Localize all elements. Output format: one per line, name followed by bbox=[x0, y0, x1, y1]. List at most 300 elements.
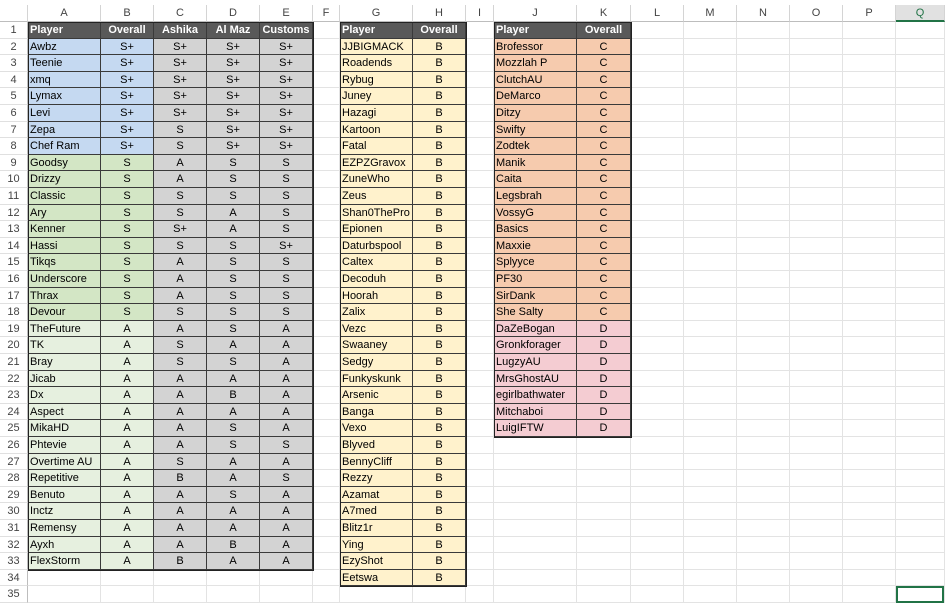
grid-cell[interactable] bbox=[684, 503, 737, 520]
tier-cell[interactable]: A bbox=[154, 487, 207, 504]
grid-cell[interactable] bbox=[737, 288, 790, 305]
grid-cell[interactable] bbox=[631, 371, 684, 388]
grid-cell[interactable] bbox=[313, 55, 340, 72]
tier-cell[interactable]: A bbox=[154, 271, 207, 288]
grid-cell[interactable] bbox=[896, 39, 945, 56]
grid-cell[interactable] bbox=[843, 337, 896, 354]
tier-cell[interactable]: A bbox=[101, 487, 154, 504]
grid-cell[interactable] bbox=[843, 387, 896, 404]
tier-cell[interactable]: S bbox=[260, 271, 313, 288]
player-cell[interactable]: SirDank bbox=[494, 288, 577, 305]
player-cell[interactable]: DaZeBogan bbox=[494, 321, 577, 338]
grid-cell[interactable] bbox=[790, 371, 843, 388]
tier-cell[interactable]: S bbox=[207, 155, 260, 172]
grid-cell[interactable] bbox=[737, 88, 790, 105]
grid-cell[interactable] bbox=[466, 321, 494, 338]
tier-cell[interactable]: S+ bbox=[207, 138, 260, 155]
grid-cell[interactable] bbox=[790, 72, 843, 89]
grid-cell[interactable] bbox=[790, 586, 843, 603]
player-cell[interactable]: Funkyskunk bbox=[340, 371, 413, 388]
grid-cell[interactable] bbox=[737, 420, 790, 437]
tier-cell[interactable]: S bbox=[260, 437, 313, 454]
grid-cell[interactable] bbox=[494, 520, 577, 537]
grid-cell[interactable] bbox=[684, 337, 737, 354]
player-cell[interactable]: Lymax bbox=[28, 88, 101, 105]
grid-cell[interactable] bbox=[466, 387, 494, 404]
tier-cell[interactable]: B bbox=[413, 503, 466, 520]
grid-cell[interactable] bbox=[684, 138, 737, 155]
player-cell[interactable]: BennyCliff bbox=[340, 454, 413, 471]
tier-cell[interactable]: S bbox=[101, 188, 154, 205]
grid-cell[interactable] bbox=[843, 88, 896, 105]
tier-cell[interactable]: S bbox=[154, 238, 207, 255]
grid-cell[interactable] bbox=[737, 553, 790, 570]
player-cell[interactable]: Blitz1r bbox=[340, 520, 413, 537]
grid-cell[interactable] bbox=[466, 55, 494, 72]
player-cell[interactable]: ZuneWho bbox=[340, 171, 413, 188]
player-cell[interactable]: egirlbathwater bbox=[494, 387, 577, 404]
tier-cell[interactable]: S bbox=[101, 238, 154, 255]
player-cell[interactable]: JJBIGMACK bbox=[340, 39, 413, 56]
grid-cell[interactable] bbox=[466, 122, 494, 139]
tier-cell[interactable]: S+ bbox=[260, 88, 313, 105]
grid-cell[interactable] bbox=[843, 138, 896, 155]
table3-header-player[interactable]: Player bbox=[494, 22, 577, 39]
grid-cell[interactable] bbox=[313, 321, 340, 338]
grid-cell[interactable] bbox=[466, 487, 494, 504]
grid-cell[interactable] bbox=[313, 404, 340, 421]
tier-cell[interactable]: B bbox=[413, 420, 466, 437]
grid-cell[interactable] bbox=[494, 487, 577, 504]
grid-cell[interactable] bbox=[684, 288, 737, 305]
grid-cell[interactable] bbox=[737, 39, 790, 56]
active-cell-q35[interactable] bbox=[896, 586, 944, 603]
grid-cell[interactable] bbox=[843, 454, 896, 471]
grid-cell[interactable] bbox=[631, 321, 684, 338]
grid-cell[interactable] bbox=[154, 586, 207, 603]
tier-cell[interactable]: S+ bbox=[101, 72, 154, 89]
grid-cell[interactable] bbox=[154, 570, 207, 587]
grid-cell[interactable] bbox=[896, 138, 945, 155]
grid-cell[interactable] bbox=[790, 304, 843, 321]
grid-cell[interactable] bbox=[896, 288, 945, 305]
grid-cell[interactable] bbox=[631, 503, 684, 520]
row-header-8[interactable]: 8 bbox=[0, 138, 28, 155]
tier-cell[interactable]: S+ bbox=[154, 221, 207, 238]
grid-cell[interactable] bbox=[631, 88, 684, 105]
grid-cell[interactable] bbox=[843, 238, 896, 255]
grid-cell[interactable] bbox=[313, 122, 340, 139]
grid-cell[interactable] bbox=[896, 171, 945, 188]
player-cell[interactable]: Zodtek bbox=[494, 138, 577, 155]
grid-cell[interactable] bbox=[737, 105, 790, 122]
grid-cell[interactable] bbox=[896, 387, 945, 404]
tier-cell[interactable]: S+ bbox=[260, 138, 313, 155]
grid-cell[interactable] bbox=[313, 138, 340, 155]
grid-cell[interactable] bbox=[684, 205, 737, 222]
column-header-p[interactable]: P bbox=[843, 5, 896, 22]
tier-cell[interactable]: B bbox=[207, 387, 260, 404]
grid-cell[interactable] bbox=[737, 205, 790, 222]
grid-cell[interactable] bbox=[684, 122, 737, 139]
grid-cell[interactable] bbox=[631, 188, 684, 205]
row-header-17[interactable]: 17 bbox=[0, 288, 28, 305]
player-cell[interactable]: Teenie bbox=[28, 55, 101, 72]
tier-cell[interactable]: A bbox=[260, 404, 313, 421]
grid-cell[interactable] bbox=[684, 254, 737, 271]
grid-cell[interactable] bbox=[631, 537, 684, 554]
table2-header-player[interactable]: Player bbox=[340, 22, 413, 39]
grid-cell[interactable] bbox=[843, 570, 896, 587]
grid-cell[interactable] bbox=[843, 520, 896, 537]
tier-cell[interactable]: A bbox=[207, 503, 260, 520]
grid-cell[interactable] bbox=[790, 288, 843, 305]
row-header-11[interactable]: 11 bbox=[0, 188, 28, 205]
grid-cell[interactable] bbox=[843, 254, 896, 271]
player-cell[interactable]: Epionen bbox=[340, 221, 413, 238]
player-cell[interactable]: Caita bbox=[494, 171, 577, 188]
grid-cell[interactable] bbox=[313, 72, 340, 89]
column-header-a[interactable]: A bbox=[28, 5, 101, 22]
grid-cell[interactable] bbox=[843, 39, 896, 56]
row-header-5[interactable]: 5 bbox=[0, 88, 28, 105]
tier-cell[interactable]: A bbox=[260, 454, 313, 471]
player-cell[interactable]: Swifty bbox=[494, 122, 577, 139]
grid-cell[interactable] bbox=[631, 553, 684, 570]
tier-cell[interactable]: A bbox=[260, 387, 313, 404]
tier-cell[interactable]: S+ bbox=[207, 39, 260, 56]
tier-cell[interactable]: D bbox=[577, 321, 631, 338]
player-cell[interactable]: Dx bbox=[28, 387, 101, 404]
row-header-16[interactable]: 16 bbox=[0, 271, 28, 288]
row-header-10[interactable]: 10 bbox=[0, 171, 28, 188]
tier-cell[interactable]: D bbox=[577, 420, 631, 437]
tier-cell[interactable]: B bbox=[413, 354, 466, 371]
grid-cell[interactable] bbox=[631, 387, 684, 404]
grid-cell[interactable] bbox=[631, 138, 684, 155]
grid-cell[interactable] bbox=[631, 520, 684, 537]
tier-cell[interactable]: B bbox=[413, 138, 466, 155]
grid-cell[interactable] bbox=[577, 520, 631, 537]
tier-cell[interactable]: D bbox=[577, 337, 631, 354]
player-cell[interactable]: Phtevie bbox=[28, 437, 101, 454]
grid-cell[interactable] bbox=[313, 39, 340, 56]
grid-cell[interactable] bbox=[790, 404, 843, 421]
grid-cell[interactable] bbox=[631, 437, 684, 454]
grid-cell[interactable] bbox=[684, 420, 737, 437]
grid-cell[interactable] bbox=[313, 371, 340, 388]
tier-cell[interactable]: B bbox=[413, 304, 466, 321]
tier-cell[interactable]: A bbox=[154, 387, 207, 404]
grid-cell[interactable] bbox=[896, 487, 945, 504]
grid-cell[interactable] bbox=[313, 537, 340, 554]
player-cell[interactable]: PF30 bbox=[494, 271, 577, 288]
tier-cell[interactable]: A bbox=[154, 155, 207, 172]
grid-cell[interactable] bbox=[313, 155, 340, 172]
player-cell[interactable]: Mitchaboi bbox=[494, 404, 577, 421]
tier-cell[interactable]: B bbox=[413, 72, 466, 89]
grid-cell[interactable] bbox=[313, 586, 340, 603]
grid-cell[interactable] bbox=[737, 354, 790, 371]
tier-cell[interactable]: S bbox=[101, 304, 154, 321]
grid-cell[interactable] bbox=[843, 487, 896, 504]
grid-cell[interactable] bbox=[313, 22, 340, 39]
player-cell[interactable]: Mozzlah P bbox=[494, 55, 577, 72]
tier-cell[interactable]: D bbox=[577, 387, 631, 404]
grid-cell[interactable] bbox=[896, 537, 945, 554]
row-header-30[interactable]: 30 bbox=[0, 503, 28, 520]
column-header-n[interactable]: N bbox=[737, 5, 790, 22]
row-header-32[interactable]: 32 bbox=[0, 537, 28, 554]
row-header-35[interactable]: 35 bbox=[0, 586, 28, 603]
grid-cell[interactable] bbox=[466, 72, 494, 89]
grid-cell[interactable] bbox=[577, 553, 631, 570]
grid-cell[interactable] bbox=[843, 371, 896, 388]
tier-cell[interactable]: C bbox=[577, 288, 631, 305]
grid-cell[interactable] bbox=[313, 171, 340, 188]
tier-cell[interactable]: B bbox=[413, 205, 466, 222]
grid-cell[interactable] bbox=[684, 171, 737, 188]
grid-cell[interactable] bbox=[466, 288, 494, 305]
tier-cell[interactable]: A bbox=[154, 437, 207, 454]
grid-cell[interactable] bbox=[684, 520, 737, 537]
tier-cell[interactable]: C bbox=[577, 155, 631, 172]
grid-cell[interactable] bbox=[684, 39, 737, 56]
tier-cell[interactable]: S+ bbox=[260, 238, 313, 255]
tier-cell[interactable]: A bbox=[101, 337, 154, 354]
grid-cell[interactable] bbox=[466, 354, 494, 371]
grid-cell[interactable] bbox=[631, 39, 684, 56]
grid-cell[interactable] bbox=[631, 171, 684, 188]
grid-cell[interactable] bbox=[737, 337, 790, 354]
grid-cell[interactable] bbox=[737, 188, 790, 205]
grid-cell[interactable] bbox=[631, 221, 684, 238]
tier-cell[interactable]: B bbox=[413, 371, 466, 388]
grid-cell[interactable] bbox=[737, 321, 790, 338]
grid-cell[interactable] bbox=[684, 437, 737, 454]
tier-cell[interactable]: D bbox=[577, 404, 631, 421]
tier-cell[interactable]: B bbox=[413, 55, 466, 72]
tier-cell[interactable]: A bbox=[260, 520, 313, 537]
tier-cell[interactable]: S bbox=[101, 205, 154, 222]
player-cell[interactable]: FlexStorm bbox=[28, 553, 101, 570]
grid-cell[interactable] bbox=[684, 553, 737, 570]
grid-cell[interactable] bbox=[790, 354, 843, 371]
grid-cell[interactable] bbox=[28, 586, 101, 603]
tier-cell[interactable]: S bbox=[207, 321, 260, 338]
tier-cell[interactable]: C bbox=[577, 254, 631, 271]
tier-cell[interactable]: A bbox=[154, 254, 207, 271]
player-cell[interactable]: Zeus bbox=[340, 188, 413, 205]
grid-cell[interactable] bbox=[313, 470, 340, 487]
grid-cell[interactable] bbox=[896, 553, 945, 570]
row-header-14[interactable]: 14 bbox=[0, 238, 28, 255]
grid-cell[interactable] bbox=[313, 387, 340, 404]
player-cell[interactable]: Legsbrah bbox=[494, 188, 577, 205]
grid-cell[interactable] bbox=[790, 205, 843, 222]
player-cell[interactable]: EzyShot bbox=[340, 553, 413, 570]
column-header-i[interactable]: I bbox=[466, 5, 494, 22]
grid-cell[interactable] bbox=[494, 553, 577, 570]
grid-cell[interactable] bbox=[466, 454, 494, 471]
tier-cell[interactable]: S+ bbox=[207, 72, 260, 89]
tier-cell[interactable]: A bbox=[101, 470, 154, 487]
tier-cell[interactable]: S bbox=[154, 304, 207, 321]
grid-cell[interactable] bbox=[790, 171, 843, 188]
tier-cell[interactable]: S bbox=[154, 454, 207, 471]
grid-cell[interactable] bbox=[684, 586, 737, 603]
grid-cell[interactable] bbox=[313, 354, 340, 371]
grid-cell[interactable] bbox=[684, 321, 737, 338]
tier-cell[interactable]: A bbox=[260, 321, 313, 338]
player-cell[interactable]: Ditzy bbox=[494, 105, 577, 122]
grid-cell[interactable] bbox=[737, 570, 790, 587]
grid-cell[interactable] bbox=[737, 371, 790, 388]
player-cell[interactable]: Eetswa bbox=[340, 570, 413, 587]
grid-cell[interactable] bbox=[466, 520, 494, 537]
grid-cell[interactable] bbox=[577, 537, 631, 554]
tier-cell[interactable]: S bbox=[207, 487, 260, 504]
grid-cell[interactable] bbox=[790, 88, 843, 105]
grid-cell[interactable] bbox=[313, 238, 340, 255]
grid-cell[interactable] bbox=[466, 88, 494, 105]
tier-cell[interactable]: A bbox=[101, 420, 154, 437]
player-cell[interactable]: Hazagi bbox=[340, 105, 413, 122]
grid-cell[interactable] bbox=[843, 304, 896, 321]
grid-cell[interactable] bbox=[631, 288, 684, 305]
tier-cell[interactable]: S bbox=[260, 155, 313, 172]
grid-cell[interactable] bbox=[466, 371, 494, 388]
grid-cell[interactable] bbox=[313, 205, 340, 222]
grid-cell[interactable] bbox=[494, 570, 577, 587]
grid-cell[interactable] bbox=[896, 420, 945, 437]
grid-cell[interactable] bbox=[313, 570, 340, 587]
tier-cell[interactable]: A bbox=[101, 321, 154, 338]
grid-cell[interactable] bbox=[896, 72, 945, 89]
grid-cell[interactable] bbox=[896, 520, 945, 537]
player-cell[interactable]: VossyG bbox=[494, 205, 577, 222]
player-cell[interactable]: A7med bbox=[340, 503, 413, 520]
grid-cell[interactable] bbox=[466, 271, 494, 288]
player-cell[interactable]: Remensy bbox=[28, 520, 101, 537]
tier-cell[interactable]: B bbox=[413, 487, 466, 504]
tier-cell[interactable]: S+ bbox=[101, 55, 154, 72]
table1-header-player[interactable]: Player bbox=[28, 22, 101, 39]
grid-cell[interactable] bbox=[737, 487, 790, 504]
column-header-h[interactable]: H bbox=[413, 5, 466, 22]
grid-cell[interactable] bbox=[631, 72, 684, 89]
player-cell[interactable]: EZPZGravox bbox=[340, 155, 413, 172]
grid-cell[interactable] bbox=[843, 437, 896, 454]
tier-cell[interactable]: S+ bbox=[101, 122, 154, 139]
player-cell[interactable]: ClutchAU bbox=[494, 72, 577, 89]
grid-cell[interactable] bbox=[737, 122, 790, 139]
tier-cell[interactable]: S bbox=[260, 221, 313, 238]
tier-cell[interactable]: A bbox=[101, 387, 154, 404]
grid-cell[interactable] bbox=[260, 570, 313, 587]
grid-cell[interactable] bbox=[577, 586, 631, 603]
player-cell[interactable]: Repetitive bbox=[28, 470, 101, 487]
grid-cell[interactable] bbox=[313, 105, 340, 122]
grid-cell[interactable] bbox=[896, 238, 945, 255]
player-cell[interactable]: Jicab bbox=[28, 371, 101, 388]
tier-cell[interactable]: B bbox=[413, 155, 466, 172]
row-header-9[interactable]: 9 bbox=[0, 155, 28, 172]
tier-cell[interactable]: S bbox=[207, 437, 260, 454]
player-cell[interactable]: Rybug bbox=[340, 72, 413, 89]
grid-cell[interactable] bbox=[313, 304, 340, 321]
tier-cell[interactable]: C bbox=[577, 55, 631, 72]
grid-cell[interactable] bbox=[896, 254, 945, 271]
column-header-q[interactable]: Q bbox=[896, 5, 945, 22]
grid-cell[interactable] bbox=[684, 537, 737, 554]
grid-cell[interactable] bbox=[631, 122, 684, 139]
tier-cell[interactable]: A bbox=[260, 371, 313, 388]
grid-cell[interactable] bbox=[843, 586, 896, 603]
grid-cell[interactable] bbox=[896, 337, 945, 354]
tier-cell[interactable]: S bbox=[154, 138, 207, 155]
tier-cell[interactable]: B bbox=[413, 88, 466, 105]
player-cell[interactable]: Kenner bbox=[28, 221, 101, 238]
grid-cell[interactable] bbox=[737, 155, 790, 172]
tier-cell[interactable]: S bbox=[154, 122, 207, 139]
grid-cell[interactable] bbox=[790, 188, 843, 205]
grid-cell[interactable] bbox=[896, 105, 945, 122]
row-header-33[interactable]: 33 bbox=[0, 553, 28, 570]
grid-cell[interactable] bbox=[260, 586, 313, 603]
tier-cell[interactable]: B bbox=[413, 105, 466, 122]
tier-cell[interactable]: B bbox=[413, 553, 466, 570]
tier-cell[interactable]: S bbox=[154, 188, 207, 205]
player-cell[interactable]: She Salty bbox=[494, 304, 577, 321]
grid-cell[interactable] bbox=[737, 537, 790, 554]
player-cell[interactable]: LugzyAU bbox=[494, 354, 577, 371]
grid-cell[interactable] bbox=[790, 55, 843, 72]
tier-cell[interactable]: D bbox=[577, 371, 631, 388]
row-header-1[interactable]: 1 bbox=[0, 22, 28, 39]
row-header-27[interactable]: 27 bbox=[0, 454, 28, 471]
grid-cell[interactable] bbox=[466, 404, 494, 421]
grid-cell[interactable] bbox=[466, 105, 494, 122]
tier-cell[interactable]: C bbox=[577, 138, 631, 155]
grid-cell[interactable] bbox=[101, 570, 154, 587]
tier-cell[interactable]: C bbox=[577, 88, 631, 105]
player-cell[interactable]: Bray bbox=[28, 354, 101, 371]
row-header-7[interactable]: 7 bbox=[0, 122, 28, 139]
grid-cell[interactable] bbox=[577, 454, 631, 471]
row-header-21[interactable]: 21 bbox=[0, 354, 28, 371]
tier-cell[interactable]: S bbox=[207, 354, 260, 371]
grid-cell[interactable] bbox=[631, 420, 684, 437]
grid-cell[interactable] bbox=[466, 39, 494, 56]
tier-cell[interactable]: S bbox=[101, 221, 154, 238]
grid-cell[interactable] bbox=[313, 271, 340, 288]
grid-cell[interactable] bbox=[466, 254, 494, 271]
tier-cell[interactable]: A bbox=[207, 371, 260, 388]
grid-cell[interactable] bbox=[684, 155, 737, 172]
grid-cell[interactable] bbox=[737, 437, 790, 454]
grid-cell[interactable] bbox=[790, 39, 843, 56]
grid-cell[interactable] bbox=[737, 520, 790, 537]
tier-cell[interactable]: S bbox=[101, 254, 154, 271]
tier-cell[interactable]: C bbox=[577, 221, 631, 238]
player-cell[interactable]: Kartoon bbox=[340, 122, 413, 139]
tier-cell[interactable]: A bbox=[260, 337, 313, 354]
tier-cell[interactable]: S+ bbox=[154, 72, 207, 89]
tier-cell[interactable]: C bbox=[577, 39, 631, 56]
grid-cell[interactable] bbox=[684, 470, 737, 487]
grid-cell[interactable] bbox=[790, 105, 843, 122]
